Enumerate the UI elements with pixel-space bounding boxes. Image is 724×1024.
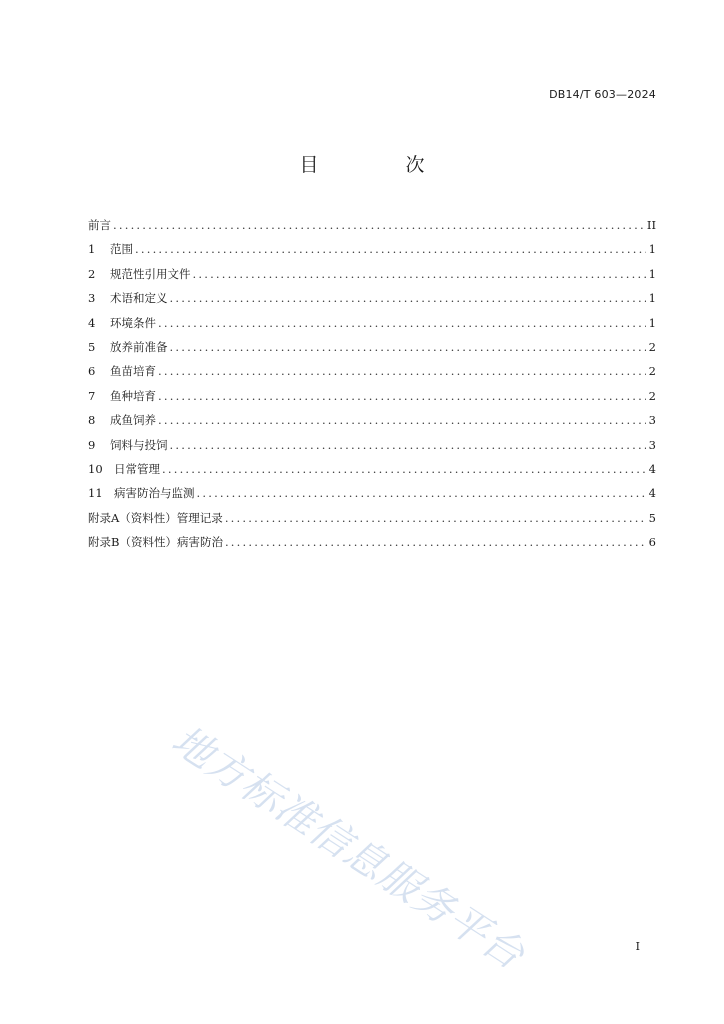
toc-entry-label: 术语和定义: [110, 291, 168, 306]
toc-entry-label: 成鱼饲养: [110, 413, 156, 428]
toc-entry-number: 1: [88, 242, 96, 257]
toc-entry-1[interactable]: [88, 241, 656, 265]
toc-entry-label: 日常管理: [114, 461, 160, 476]
toc-entry-4[interactable]: [88, 315, 656, 339]
toc-entry-9[interactable]: [88, 437, 656, 461]
toc-entry-number: 10: [88, 461, 103, 476]
toc-dot-leader: [225, 535, 646, 549]
toc-entry-number: 3: [88, 291, 96, 306]
toc-entry-appendix-b[interactable]: [88, 534, 656, 558]
toc-dot-leader: [170, 291, 647, 305]
toc-title: 目 次: [299, 154, 459, 176]
toc-entry-page: 3: [648, 437, 656, 452]
toc-entry-number: 6: [88, 364, 96, 379]
toc-entry-page: 1: [648, 266, 656, 281]
toc-entry-label: 鱼苗培育: [110, 364, 156, 379]
toc-entry-number: 8: [88, 413, 96, 428]
toc-entry-label: 范围: [110, 242, 133, 257]
toc-entry-11[interactable]: [88, 485, 656, 509]
watermark: 地方标准信息服务平台: [163, 717, 533, 980]
toc-dot-leader: [170, 438, 647, 452]
toc-entry-label: 前言: [88, 218, 111, 232]
toc-entry-label: 附录A（资料性）管理记录: [88, 510, 223, 525]
toc-entry-page: 3: [648, 413, 656, 428]
toc-entry-page: 5: [648, 510, 656, 525]
toc-dot-leader: [170, 340, 647, 354]
toc-entry-page: 2: [648, 364, 656, 379]
toc-entry-number: 5: [88, 339, 96, 354]
table-of-contents: [88, 217, 656, 558]
toc-entry-number: 11: [88, 486, 103, 501]
toc-dot-leader: [197, 486, 647, 500]
toc-entry-page: 1: [648, 315, 656, 330]
toc-entry-10[interactable]: [88, 461, 656, 485]
toc-entry-label: 环境条件: [110, 315, 156, 330]
toc-entry-label: 病害防治与监测: [114, 486, 195, 501]
toc-entry-7[interactable]: [88, 388, 656, 412]
toc-entry-label: 规范性引用文件: [110, 266, 191, 281]
toc-dot-leader: [158, 413, 646, 427]
toc-entry-label: 附录B（资料性）病害防治: [88, 535, 223, 550]
toc-dot-leader: [158, 364, 646, 378]
toc-entry-5[interactable]: [88, 339, 656, 363]
toc-entry-2[interactable]: [88, 266, 656, 290]
doc-code: DB14/T 603—2024: [549, 88, 656, 101]
toc-entry-8[interactable]: [88, 412, 656, 436]
toc-dot-leader: [225, 511, 646, 525]
toc-entry-3[interactable]: [88, 290, 656, 314]
toc-dot-leader: [158, 389, 646, 403]
toc-entry-page: 2: [648, 388, 656, 403]
toc-entry-label: 放养前准备: [110, 339, 168, 354]
toc-dot-leader: [135, 242, 646, 256]
toc-entry-page: 1: [648, 242, 656, 257]
toc-entry-number: 7: [88, 388, 96, 403]
toc-entry-page: 4: [648, 486, 656, 501]
toc-entry-page: 1: [648, 291, 656, 306]
page-number: I: [635, 940, 640, 953]
toc-entry-page: 4: [648, 461, 656, 476]
toc-entry-number: 2: [88, 266, 96, 281]
toc-entry-number: 4: [88, 315, 96, 330]
toc-entry-6[interactable]: [88, 363, 656, 387]
toc-dot-leader: [158, 316, 646, 330]
toc-dot-leader: [113, 218, 645, 232]
toc-entry-label: 饲料与投饲: [110, 437, 168, 452]
toc-entry-number: 9: [88, 437, 96, 452]
toc-entry-appendix-a[interactable]: [88, 510, 656, 534]
toc-entry-label: 鱼种培育: [110, 388, 156, 403]
toc-dot-leader: [193, 267, 647, 281]
toc-entry-page: II: [646, 218, 656, 232]
toc-dot-leader: [162, 462, 646, 476]
toc-entry-page: 2: [648, 339, 656, 354]
toc-entry-page: 6: [648, 535, 656, 550]
toc-entry-foreword[interactable]: [88, 217, 656, 241]
